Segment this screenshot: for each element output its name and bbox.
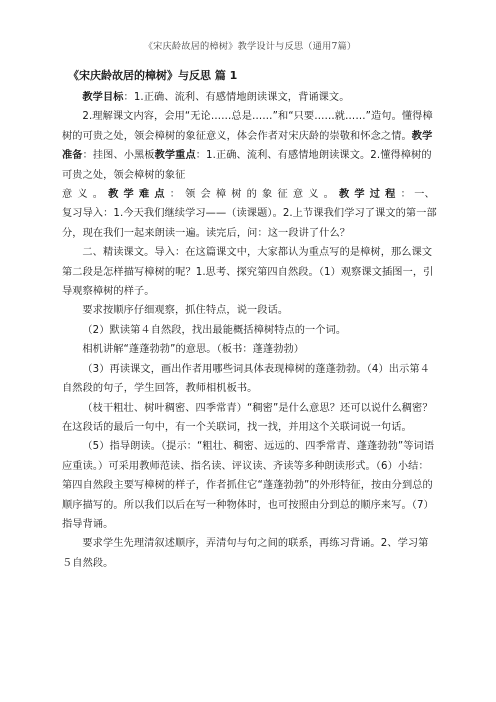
text-run: ： 一、复习导入：1.今天我们继续学习——（读课题）。2.上节课我们学习了课文的第一部分，现在我们一起来朗读一遍。读完后，问：这一段讲了什么？ [62,189,437,239]
text-run: ：挂图、小黑板 [82,150,155,162]
paragraph-silent-read [62,321,438,340]
text-run: 要求按顺序仔细观察，抓住特点，说一段话。 [82,305,289,317]
paragraph-goals [62,88,438,107]
text-run: 二、精读课文。导入：在这篇课文中，大家都认为重点写的是樟树，那么课文第二段是怎样描写樟树的呢？1.思考、探究第四自然段。（1）观察课文插图一，引导观察樟树的样子。 [62,247,434,298]
paragraph-process [62,185,438,243]
bold-label: 教学难点 [108,189,170,201]
paragraph-reading [62,243,438,301]
text-run: 相机讲解“蓬蓬勃勃”的意思。（板书：蓬蓬勃勃） [82,344,305,356]
text-run: 2.理解课文内容，会用“无论……总是……”和“只要……就……”造句。懂得樟树的可贵之处，领会樟树的象征意义，体会作者对宋庆龄的崇敬和怀念之情。 [62,111,433,142]
text-run: ：1.正确、流利、有感情地朗读课文，背诵课文。 [123,92,350,103]
running-header: 《宋庆龄故居的樟树》教学设计与反思（通用7篇） [143,41,357,52]
text-run: （5）指导朗读。（提示：“粗壮、稠密、远远的、四季常青、蓬蓬勃勃”等词语应重读。）可采用教师范读、指名读、评议读、齐读等多种朗读形式。（6）小结：第四自然段主要写樟树的样子，作者抓住它“蓬蓬勃勃”的外形特征，按由分到总的顺序描写的。所以我们以后在写一种物体时，也可按照由分到总的顺序来写。（7）指导背诵。 [62,441,435,530]
text-run: 要求学生先理清叙述顺序，弄清句与句之间的联系，再练习背诵。2、学习第５自然段。 [62,538,429,569]
paragraph-dense [62,399,438,438]
paragraph-goals-2 [62,107,438,185]
bold-label: 教学准备 [62,130,433,162]
bold-label: 教学过程 [339,189,401,201]
text-run: （3）再读课文，画出作者用哪些词具体表现樟树的蓬蓬勃勃。（4）出示第４自然段的句子，学生回答，教师相机板书。 [62,363,430,395]
paragraph-recite [62,534,438,573]
paragraph-explain [62,340,438,359]
text-run: ：领会樟树的象征意义。 [169,189,339,201]
text-run: 意义。 [62,189,109,201]
paragraph-guide-reading [62,437,438,534]
article-title: 《宋庆龄故居的樟树》与反思 篇 1 [68,69,238,82]
bold-label: 教学重点 [154,150,196,162]
text-run: （枝干粗壮、树叶稠密、四季常青）“稠密”是什么意思？还可以说什么稠密？在这段话的最后一句中，有一个关联词，找一找，并用这个关联词说一句话。 [62,402,433,433]
paragraph-observe [62,301,438,320]
text-run: （2）默读第４自然段，找出最能概括樟树特点的一个词。 [82,324,347,336]
paragraph-reread [62,360,438,399]
article-body [62,88,438,573]
text-run: ：1.正确、流利、有感情地朗读课文。2.懂得樟树的可贵之处，领会樟树的象征 [62,150,432,181]
bold-label: 教学目标 [82,92,124,103]
